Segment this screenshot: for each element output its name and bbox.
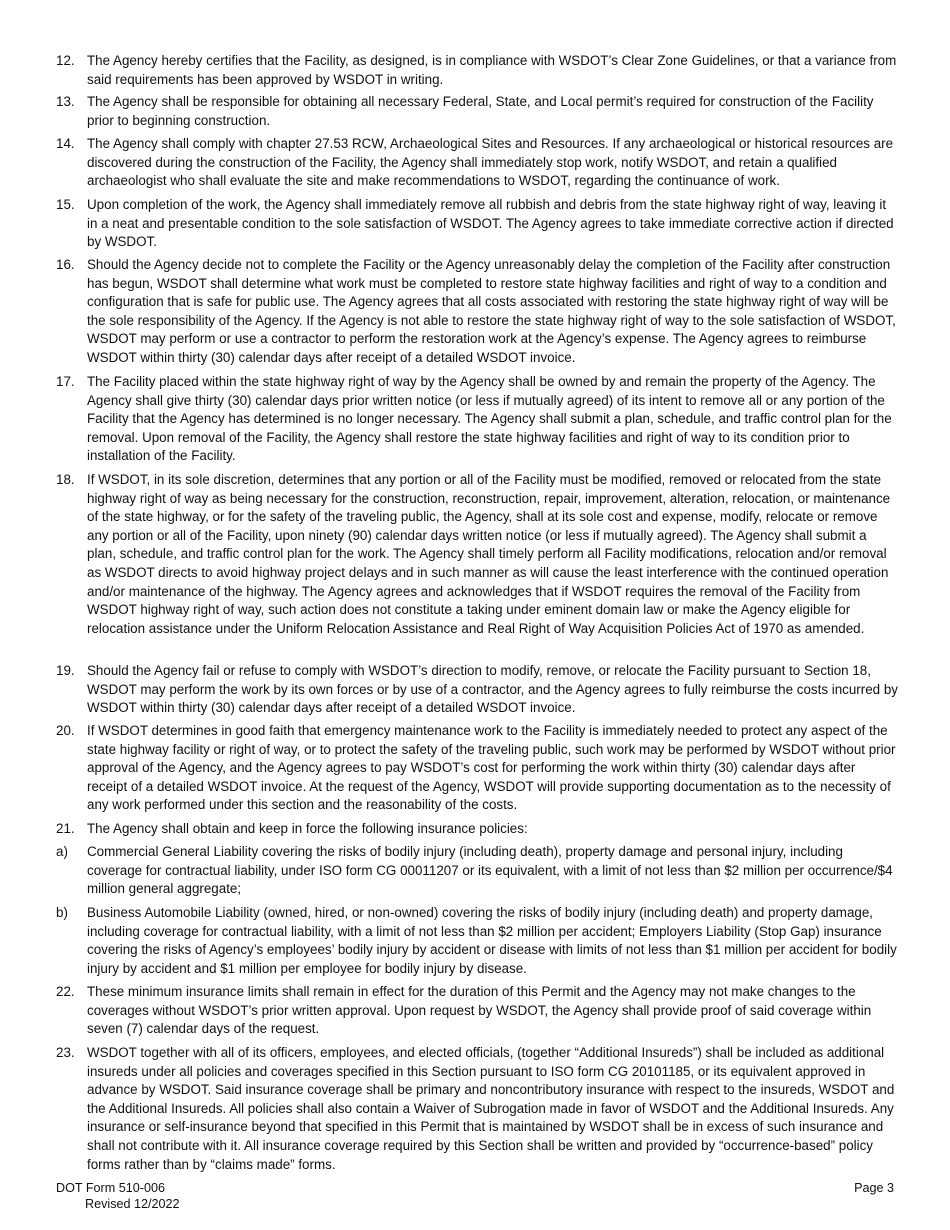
clause-15 [56, 196, 898, 252]
clause-text: The Agency shall obtain and keep in force the following insurance policies: [87, 821, 528, 836]
clause-text: The Agency shall comply with chapter 27.53 RCW, Archaeological Sites and Resources. If any archaeological or historical resources are discovered during the construction of the Facility, the Agency shall immediately stop work, notify WSDOT, and retain a qualified archaeologist who shall evaluate the site and make recommendations to WSDOT, regarding the continuance of work. [87, 136, 894, 189]
clause-22 [56, 983, 898, 1039]
clause-13 [56, 93, 898, 130]
clause-16 [56, 256, 898, 368]
clause-21b [56, 904, 898, 978]
clause-number: 13. [56, 94, 75, 109]
page-number: Page 3 [854, 1181, 894, 1195]
form-footer [56, 1181, 180, 1212]
clause-text: If WSDOT determines in good faith that emergency maintenance work to the Facility is immediately needed to protect any aspect of the state highway facility or right of way, or to protect the safety of the traveling public, such work may be performed by WSDOT without prior approval of the Agency, and the Agency agrees to pay WSDOT’s cost for performing the work within thirty (30) calendar days after receipt of a detailed WSDOT invoice. At the request of the Agency, WSDOT will provide supporting documentation as to the necessity of any work performed under this section and the reasonability of the costs. [87, 723, 896, 813]
clause-number: 21. [56, 821, 75, 836]
clause-21 [56, 820, 898, 839]
clause-number: 19. [56, 663, 75, 678]
clause-21a [56, 843, 898, 899]
clause-text: Should the Agency decide not to complete the Facility or the Agency unreasonably delay the completion of the Facility after construction has begun, WSDOT shall determine what work must be completed to restore state highway facilities and right of way to a condition and configuration that is safe for public use. The Agency agrees that all costs associated with restoring the state highway right of way will be the sole responsibility of the Agency. If the Agency is not able to restore the state highway right of way to the sole satisfaction of WSDOT, WSDOT may perform or use a contractor to perform the restoration work at the Agency’s expense. The Agency agrees to reimburse WSDOT within thirty (30) calendar days after receipt of a detailed WSDOT invoice. [87, 257, 896, 365]
revision-date: Revised 12/2022 [85, 1196, 180, 1211]
clause-19 [56, 662, 898, 718]
clause-18 [56, 471, 898, 638]
clause-number: 17. [56, 374, 75, 389]
clause-text: Business Automobile Liability (owned, hired, or non-owned) covering the risks of bodily injury (including death) and property damage, including coverage for contractual liability, with a limit of not less than $2 million per accident; Employers Liability (Stop Gap) insurance covering the risks of Agency’s employees’ bodily injury by accident or disease with limits of not less than $1 million per accident for bodily injury by accident and $1 million per employee for bodily injury by disease. [87, 905, 897, 976]
clause-text: The Agency shall be responsible for obtaining all necessary Federal, State, and Local permit’s required for construction of the Facility prior to beginning construction. [87, 94, 874, 128]
clause-14 [56, 135, 898, 191]
clause-text: WSDOT together with all of its officers, employees, and elected officials, (together “Additional Insureds”) shall be included as additional insureds under all policies and coverages specified in this Section pursuant to ISO form CG 20101185, or its equivalent approved in advance by WSDOT. Said insurance coverage shall be primary and noncontributory insurance with respect to the insureds, WSDOT and the Additional Insureds. All policies shall also contain a Waiver of Subrogation made in favor of WSDOT and the Additional Insureds. Any insurance or self-insurance beyond that specified in this Permit that is maintained by WSDOT shall be in excess of such insurance and shall not contribute with it. All insurance coverage required by this Section shall be written and provided by “occurrence-based” policy forms rather than by “claims made” forms. [87, 1045, 895, 1172]
clause-text: If WSDOT, in its sole discretion, determines that any portion or all of the Facility must be modified, removed or relocated from the state highway right of way as being necessary for the construction, reconstruction, repair, improvement, alteration, relocation, or maintenance of the state highway, or for the safety of the traveling public, the Agency, shall at its sole cost and expense, modify, relocate or remove any portion or all of the Facility, upon ninety (90) calendar days written notice (or less if mutually agreed). The Agency shall submit a plan, schedule, and traffic control plan for the work. The Agency shall timely perform all Facility modifications, relocation and/or removal as WSDOT directs to avoid highway project delays and in such manner as will cause the least interference with the continued operation and/or maintenance of the highway. The Agency agrees and acknowledges that if WSDOT requires the removal of the Facility from WSDOT highway right of way, such action does not constitute a taking under eminent domain law or make the Agency eligible for relocation assistance under the Uniform Relocation Assistance and Real Right of Way Acquisition Policies Act of 1970 as amended. [87, 472, 891, 636]
clause-20 [56, 722, 898, 815]
clause-number: b) [56, 905, 68, 920]
clause-number: 22. [56, 984, 75, 999]
clause-text: Commercial General Liability covering the risks of bodily injury (including death), property damage and personal injury, including coverage for contractual liability, under ISO form CG 00011207 or its equivalent, with a limit of not less than $2 million per occurrence/$4 million general aggregate; [87, 844, 893, 897]
clause-text: Upon completion of the work, the Agency shall immediately remove all rubbish and debris from the state highway right of way, leaving it in a neat and presentable condition to the sole satisfaction of WSDOT. The Agency agrees to take immediate corrective action if directed by WSDOT. [87, 197, 894, 250]
clause-number: 18. [56, 472, 75, 487]
clause-23 [56, 1044, 898, 1174]
clause-number: 15. [56, 197, 75, 212]
clause-12 [56, 52, 898, 89]
clause-number: 16. [56, 257, 75, 272]
form-number: DOT Form 510-006 [56, 1181, 165, 1195]
clause-number: a) [56, 844, 68, 859]
clause-17 [56, 373, 898, 466]
clause-text: The Agency hereby certifies that the Facility, as designed, is in compliance with WSDOT’s Clear Zone Guidelines, or that a variance from said requirements has been approved by WSDOT in writing. [87, 53, 897, 87]
clause-text: These minimum insurance limits shall remain in effect for the duration of this Permit and the Agency may not make changes to the coverages without WSDOT’s prior written approval. Upon request by WSDOT, the Agency shall provide proof of said coverage within seven (7) calendar days of the request. [87, 984, 872, 1037]
clause-number: 14. [56, 136, 75, 151]
clause-number: 23. [56, 1045, 75, 1060]
clause-number: 12. [56, 53, 75, 68]
clause-text: The Facility placed within the state highway right of way by the Agency shall be owned by and remain the property of the Agency. The Agency shall give thirty (30) calendar days prior written notice (or less if mutually agreed) of its intent to remove all or any portion of the Facility that the Agency has determined is no longer necessary. The Agency shall submit a plan, schedule, and traffic control plan for the removal. Upon removal of the Facility, the Agency shall restore the state highway facilities and right of way to its condition prior to installation of the Facility. [87, 374, 892, 464]
clause-text: Should the Agency fail or refuse to comply with WSDOT’s direction to modify, remove, or relocate the Facility pursuant to Section 18, WSDOT may perform the work by its own forces or by use of a contractor, and the Agency agrees to fully reimburse the costs incurred by WSDOT within thirty (30) calendar days after receipt of a detailed WSDOT invoice. [87, 663, 898, 716]
clause-number: 20. [56, 723, 75, 738]
